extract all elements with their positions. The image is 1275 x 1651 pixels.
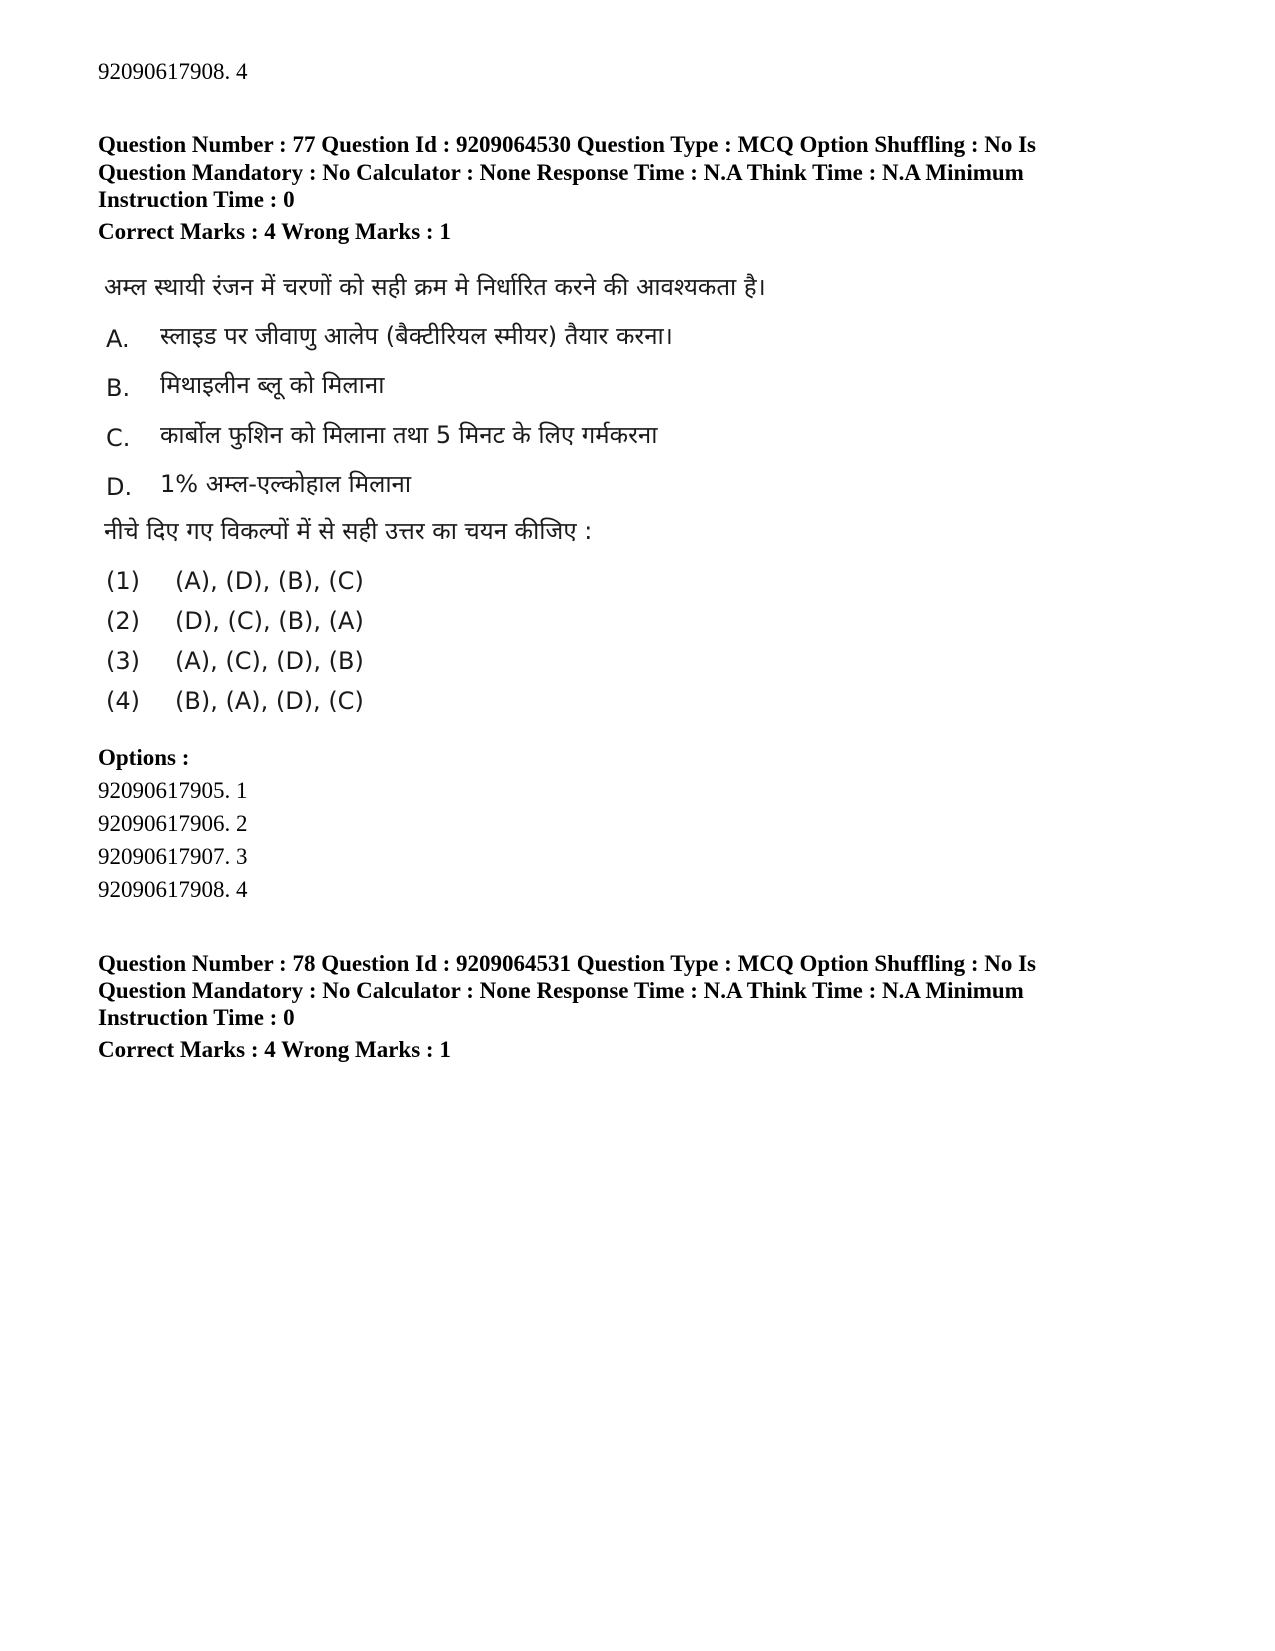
q78-header-line-3: Instruction Time : 0 bbox=[98, 1005, 295, 1030]
q77-choice-num-1: (1) bbox=[106, 567, 140, 595]
q77-instruction: नीचे दिए गए विकल्पों में से सही उत्तर का चयन कीजिए : bbox=[104, 517, 593, 545]
q78-header-line-2: Question Mandatory : No Calculator : None Response Time : N.A Think Time : N.A Minimum bbox=[98, 978, 1024, 1003]
q77-options-label: Options : bbox=[98, 745, 190, 770]
q77-statement-letter-d: D. bbox=[106, 473, 133, 501]
q77-choice-text-1: (A), (D), (B), (C) bbox=[175, 567, 364, 595]
q77-statement-text-c: कार्बोल फुशिन को मिलाना तथा 5 मिनट के लिए गर्मकरना bbox=[160, 421, 658, 449]
q77-option-3: 92090617907. 3 bbox=[98, 844, 248, 869]
previous-option-text: 92090617908. 4 bbox=[98, 59, 248, 84]
q77-header-line-2: Question Mandatory : No Calculator : None Response Time : N.A Think Time : N.A Minimum bbox=[98, 160, 1024, 185]
q77-statement-text-d: 1% अम्ल-एल्कोहाल मिलाना bbox=[160, 470, 412, 498]
q77-header-line-1: Question Number : 77 Question Id : 9209064530 Question Type : MCQ Option Shuffling : No Is bbox=[98, 132, 1037, 157]
q77-choice-text-3: (A), (C), (D), (B) bbox=[175, 647, 364, 675]
q77-choice-text-4: (B), (A), (D), (C) bbox=[175, 687, 364, 715]
q77-header-line-3: Instruction Time : 0 bbox=[98, 187, 295, 212]
q77-option-1: 92090617905. 1 bbox=[98, 778, 248, 803]
q77-question-text: अम्ल स्थायी रंजन में चरणों को सही क्रम मे निर्धारित करने की आवश्यकता है। bbox=[104, 273, 766, 301]
q77-option-2: 92090617906. 2 bbox=[98, 811, 248, 836]
q77-statement-text-b: मिथाइलीन ब्लू को मिलाना bbox=[160, 371, 385, 399]
q77-choice-num-3: (3) bbox=[106, 647, 140, 675]
q77-choice-text-2: (D), (C), (B), (A) bbox=[175, 607, 364, 635]
q78-header-line-1: Question Number : 78 Question Id : 9209064531 Question Type : MCQ Option Shuffling : No Is bbox=[98, 951, 1037, 976]
q78-marks: Correct Marks : 4 Wrong Marks : 1 bbox=[98, 1037, 451, 1062]
q77-statement-text-a: स्लाइड पर जीवाणु आलेप (बैक्टीरियल स्मीयर) तैयार करना। bbox=[160, 322, 673, 350]
q77-option-4: 92090617908. 4 bbox=[98, 877, 248, 902]
q77-marks: Correct Marks : 4 Wrong Marks : 1 bbox=[98, 219, 451, 244]
q77-choice-num-2: (2) bbox=[106, 607, 140, 635]
q77-statement-letter-b: B. bbox=[106, 374, 131, 402]
q77-statement-letter-c: C. bbox=[106, 424, 131, 452]
q77-choice-num-4: (4) bbox=[106, 687, 140, 715]
q77-statement-letter-a: A. bbox=[106, 325, 130, 353]
